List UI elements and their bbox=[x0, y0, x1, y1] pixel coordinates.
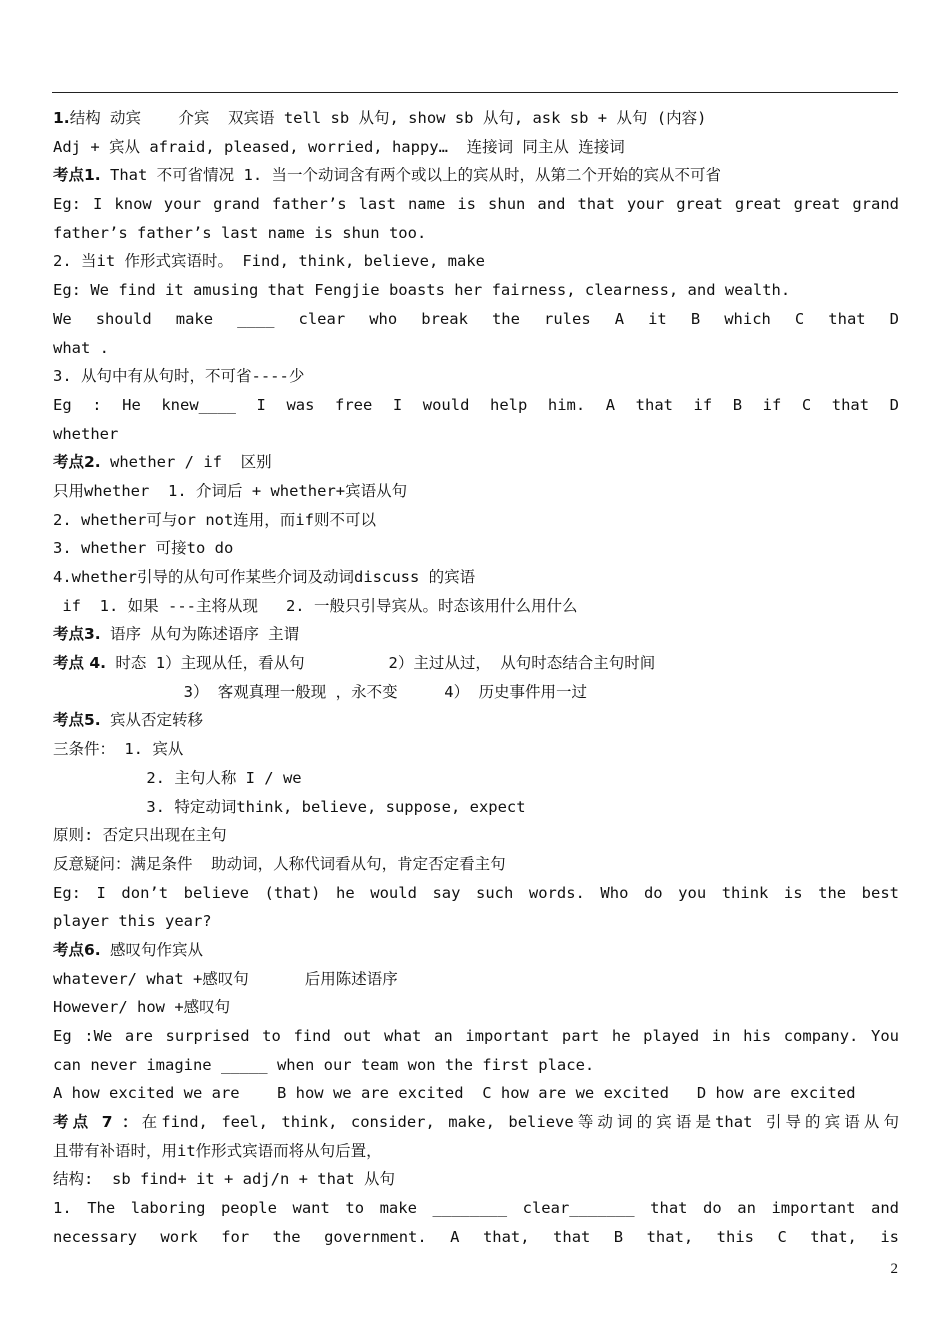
text-line-22: 考点5. 宾从否定转移 bbox=[53, 711, 204, 730]
text-line-1: 1.结构 动宾 介宾 双宾语 tell sb 从句, show sb 从句, ask sb + 从句 (内容) bbox=[53, 109, 707, 127]
text-line-33: Eg :We are surprised to find out what an important part he played in his company. You bbox=[53, 1027, 899, 1045]
text-line-25: 3. 特定动词think, believe, suppose, expect bbox=[53, 797, 526, 816]
text-line-2: Adj + 宾从 afraid, pleased, worried, happy… 连接词 同主从 连接词 bbox=[53, 137, 625, 156]
text-line-36: 考点 7 ：在find, feel, think, consider, make, believe等动词的宾语是that 引导的宾语从句 bbox=[53, 1113, 899, 1132]
text-line-12: whether bbox=[53, 424, 119, 443]
text-line-28: Eg: I don’t believe (that) he would say such words. Who do you think is the best bbox=[53, 883, 899, 902]
text-line-39: 1. The laboring people want to make ________ clear_______ that do an important and bbox=[53, 1199, 899, 1218]
text-line-17: 4.whether引导的从句可作某些介词及动词discuss 的宾语 bbox=[53, 568, 476, 586]
text-line-20: 考点 4. 时态 1）主现从任，看从句 2）主过从过， 从句时态结合主句时间 bbox=[53, 654, 656, 673]
text-line-21: 3） 客观真理一般现 ，永不变 4） 历史事件用一过 bbox=[53, 682, 587, 701]
text-line-10: 3. 从句中有从句时，不可省----少 bbox=[53, 367, 305, 386]
text-line-8: We should make ____ clear who break the rules A it B which C that D bbox=[53, 309, 899, 328]
text-line-37: 且带有补语时，用it作形式宾语而将从句后置， bbox=[53, 1141, 382, 1160]
text-line-38: 结构: sb find+ it + adj/n + that 从句 bbox=[53, 1170, 395, 1189]
text-line-32: However/ how +感叹句 bbox=[53, 998, 231, 1017]
text-line-4: Eg: I know your grand father’s last name is shun and that your great great great grand bbox=[53, 195, 899, 214]
text-line-5: father’s father’s last name is shun too. bbox=[53, 223, 427, 242]
page-number: 2 bbox=[890, 1261, 898, 1277]
text-line-14: 只用whether 1. 介词后 + whether+宾语从句 bbox=[53, 481, 408, 500]
text-line-11: Eg : He knew____ I was free I would help him. A that if B if C that D bbox=[53, 395, 899, 414]
text-line-7: Eg: We find it amusing that Fengjie boasts her fairness, clearness, and wealth. bbox=[53, 281, 791, 300]
text-line-16: 3. whether 可接to do bbox=[53, 539, 234, 558]
text-line-6: 2. 当it 作形式宾语时。 Find, think, believe, make bbox=[53, 252, 485, 271]
text-line-18: if 1. 如果 ---主将从现 2. 一般只引导宾从。时态该用什么用什么 bbox=[53, 596, 578, 615]
text-line-24: 2. 主句人称 I / we bbox=[53, 768, 302, 787]
text-line-35: A how excited we are B how we are excited C how are we excited D how are excited bbox=[53, 1084, 856, 1103]
text-line-19: 考点3. 语序 从句为陈述语序 主谓 bbox=[53, 625, 300, 644]
text-line-31: whatever/ what +感叹句 后用陈述语序 bbox=[53, 969, 398, 988]
text-line-26: 原则: 否定只出现在主句 bbox=[53, 826, 227, 845]
text-line-40: necessary work for the government. A that, that B that, this C that, is bbox=[53, 1227, 899, 1246]
text-line-30: 考点6. 感叹句作宾从 bbox=[53, 940, 204, 959]
text-line-9: what . bbox=[53, 338, 109, 357]
document-body bbox=[53, 104, 899, 1252]
header-rule bbox=[52, 92, 898, 93]
text-line-3: 考点1. That 不可省情况 1. 当一个动词含有两个或以上的宾从时，从第二个开始的宾从不可省 bbox=[53, 166, 722, 185]
text-line-34: can never imagine _____ when our team won the first place. bbox=[53, 1055, 595, 1074]
text-line-29: player this year? bbox=[53, 912, 212, 931]
text-line-15: 2. whether可与or not连用，而if则不可以 bbox=[53, 510, 376, 529]
text-line-23: 三条件： 1. 宾从 bbox=[53, 740, 184, 759]
text-line-13: 考点2. whether / if 区别 bbox=[53, 453, 272, 472]
text-line-27: 反意疑问：满足条件 助动词，人称代词看从句，肯定否定看主句 bbox=[53, 854, 506, 873]
